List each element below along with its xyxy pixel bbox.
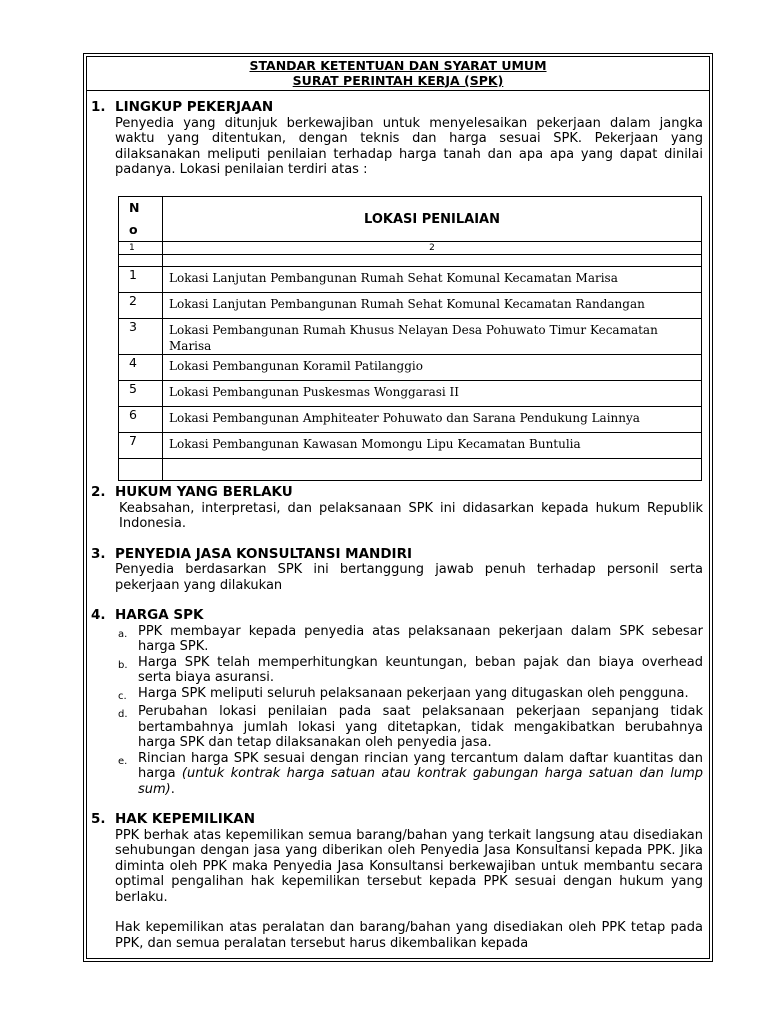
header-no-line-1: N — [129, 200, 140, 215]
row-location: Lokasi Pembangunan Kawasan Momongu Lipu Kecamatan Buntulia — [163, 433, 702, 459]
section-paragraph: Keabsahan, interpretasi, dan pelaksanaan SPK ini didasarkan kepada hukum Republik Indonesia. — [119, 500, 703, 531]
harga-list — [115, 624, 703, 798]
row-location: Lokasi Lanjutan Pembangunan Rumah Sehat Komunal Kecamatan Marisa — [163, 267, 702, 293]
section-title: HARGA SPK — [115, 607, 204, 623]
index-col-1: 1 — [119, 242, 163, 255]
table-blank-row — [119, 255, 702, 267]
section-title: HAK KEPEMILIKAN — [115, 811, 255, 827]
section-heading — [91, 812, 703, 828]
title-line-1: STANDAR KETENTUAN DAN SYARAT UMUM — [249, 58, 547, 73]
row-number: 6 — [119, 407, 163, 433]
row-number: 5 — [119, 381, 163, 407]
item-marker: b. — [118, 659, 128, 671]
section-number: 2. — [91, 484, 106, 500]
row-location: Lokasi Pembangunan Puskesmas Wonggarasi II — [163, 381, 702, 407]
item-text: Perubahan lokasi penilaian pada saat pelaksanaan pekerjaan sepanjang tidak bertambahnya jumlah lokasi yang ditetapkan, tidak mengakibatkan berubahnya harga SPK dan tetap dilaksanakan oleh penyedia jasa. — [138, 704, 703, 750]
row-location: Lokasi Lanjutan Pembangunan Rumah Sehat Komunal Kecamatan Randangan — [163, 293, 702, 319]
list-item — [115, 686, 703, 705]
row-location: Lokasi Pembangunan Koramil Patilanggio — [163, 355, 702, 381]
row-number: 3 — [119, 319, 163, 355]
table-row — [119, 407, 702, 433]
row-number: 7 — [119, 433, 163, 459]
table-row — [119, 355, 702, 381]
list-item — [115, 624, 703, 655]
header-no-line-2: o — [129, 222, 138, 237]
header-lokasi: LOKASI PENILAIAN — [163, 197, 702, 242]
item-text: Harga SPK meliputi seluruh pelaksanaan pekerjaan yang ditugaskan oleh pengguna. — [138, 685, 689, 701]
table-row — [119, 267, 702, 293]
row-number: 1 — [119, 267, 163, 293]
section-paragraph: Penyedia berdasarkan SPK ini bertanggung jawab penuh terhadap personil serta pekerjaan yang dilakukan — [115, 562, 703, 593]
section-hak-kepemilikan — [91, 812, 703, 951]
section-title: HUKUM YANG BERLAKU — [115, 484, 293, 500]
section-harga-spk — [91, 608, 703, 797]
row-number: 4 — [119, 355, 163, 381]
item-text — [138, 751, 703, 798]
index-col-2: 2 — [163, 242, 702, 255]
list-item — [115, 655, 703, 686]
section-heading — [91, 547, 703, 563]
section-penyedia — [91, 547, 703, 594]
section-heading — [91, 485, 703, 501]
table-header-row — [119, 197, 702, 242]
section-number: 3. — [91, 545, 106, 562]
table-row — [119, 293, 702, 319]
item-text: PPK membayar kepada penyedia atas pelaksanaan pekerjaan dalam SPK sebesar harga SPK. — [138, 623, 703, 654]
section-number: 1. — [91, 99, 106, 115]
table-row — [119, 381, 702, 407]
row-number: 2 — [119, 293, 163, 319]
table-empty-row — [119, 459, 702, 481]
item-text-plain: Rincian harga SPK sesuai dengan rincian yang tercantum dalam daftar kuantitas dan harga — [138, 750, 703, 781]
section-heading — [91, 100, 703, 116]
row-location: Lokasi Pembangunan Rumah Khusus Nelayan Desa Pohuwato Timur Kecamatan Marisa — [163, 319, 702, 355]
lokasi-table — [118, 196, 702, 481]
item-marker: d. — [118, 709, 128, 720]
item-marker: c. — [118, 690, 127, 702]
table-index-row — [119, 242, 702, 255]
header-no — [119, 197, 163, 242]
title-line-2: SURAT PERINTAH KERJA (SPK) — [292, 73, 504, 88]
list-item — [115, 704, 703, 751]
item-marker: e. — [118, 755, 128, 767]
section-hukum — [91, 485, 703, 532]
item-marker: a. — [118, 628, 128, 640]
section-title: LINGKUP PEKERJAAN — [115, 99, 274, 115]
table-row — [119, 319, 702, 355]
row-location: Lokasi Pembangunan Amphiteater Pohuwato dan Sarana Pendukung Lainnya — [163, 407, 702, 433]
section-number: 5. — [91, 811, 106, 827]
item-text-end: . — [170, 781, 175, 797]
section-number: 4. — [91, 607, 106, 623]
section-paragraph: Penyedia yang ditunjuk berkewajiban untuk menyelesaikan pekerjaan dalam jangka waktu yang ditentukan, dengan teknis dan harga sesuai SPK. Pekerjaan yang dilaksanakan meliputi penilaian terhadap harga tanah dan apa apa yang dapat dinilai padanya. Lokasi penilaian terdiri atas : — [115, 115, 703, 177]
section-paragraph: PPK berhak atas kepemilikan semua barang/bahan yang terkait langsung atau disediakan sehubungan dengan jasa yang diberikan oleh Penyedia Jasa Konsultansi kepada PPK. Jika diminta oleh PPK maka Penyedia Jasa Konsultansi berkewajiban untuk membantu secara optimal pengalihan hak kepemilikan tersebut kepada PPK sesuai dengan hukum yang berlaku. — [115, 827, 703, 905]
item-text: Harga SPK telah memperhitungkan keuntungan, beban pajak dan biaya overhead serta biaya asuransi. — [138, 654, 703, 685]
section-heading — [91, 608, 703, 624]
document-title — [86, 56, 710, 91]
list-item — [115, 751, 703, 798]
table-row — [119, 433, 702, 459]
section-paragraph-2: Hak kepemilikan atas peralatan dan barang/bahan yang disediakan oleh PPK tetap pada PPK, dan semua peralatan tersebut harus dikembalikan kepada — [115, 920, 703, 951]
section-title: PENYEDIA JASA KONSULTANSI MANDIRI — [115, 545, 412, 562]
item-text-italic: (untuk kontrak harga satuan atau kontrak gabungan harga satuan dan lump sum) — [138, 766, 703, 797]
